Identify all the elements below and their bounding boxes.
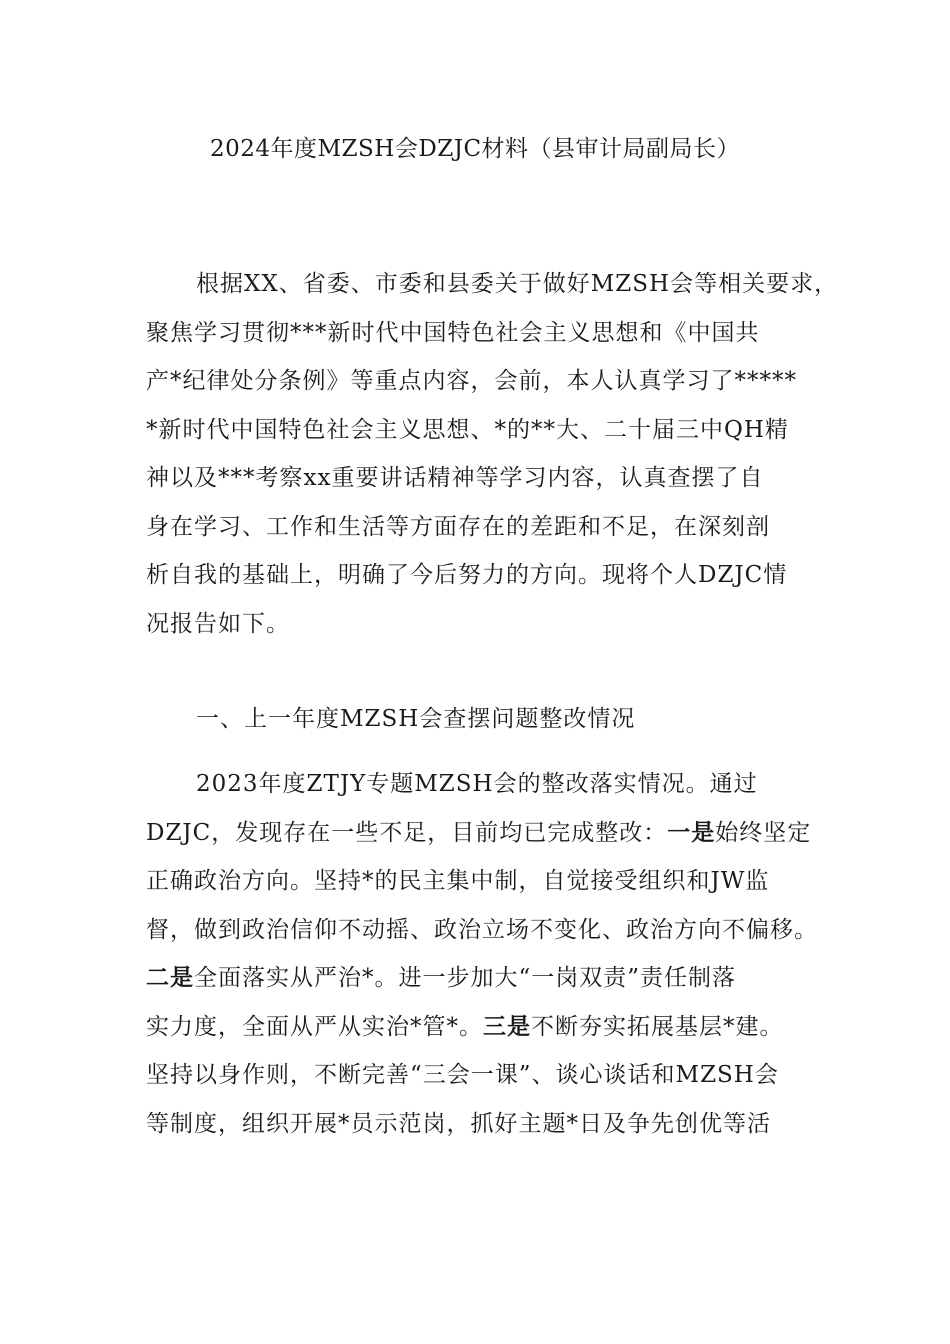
- paragraph-line: 正确政治方向。坚持*的民主集中制，自觉接受组织和JW监: [146, 868, 770, 894]
- paragraph-line: *新时代中国特色社会主义思想、*的**大、二十届三中QH精: [146, 416, 789, 443]
- paragraph-line: 等制度，组织开展*员示范岗，抓好主题*日及争先创优等活: [146, 1110, 771, 1137]
- section-heading: [146, 695, 824, 744]
- paragraph-line: [146, 809, 824, 858]
- document-title: 2024年度MZSH会DZJC材料（县审计局副局长）: [209, 136, 741, 162]
- paragraph-line: 身在学习、工作和生活等方面存在的差距和不足，在深刻剖: [146, 513, 770, 540]
- line-text: 全面落实从严治*。进一步加大“一岗双责”责任制落: [194, 965, 737, 991]
- section-heading-text: 一、上一年度MZSH会查摆问题整改情况: [196, 706, 636, 732]
- paragraph-line: 督，做到政治信仰不动摇、政治立场不变化、政治方向不偏移。: [146, 916, 818, 943]
- paragraph-line: 根据XX、省委、市委和县委关于做好MZSH会等相关要求，: [196, 271, 839, 297]
- intro-paragraph: [146, 260, 839, 648]
- line-text: 不断夯实拓展基层*建。: [531, 1013, 784, 1040]
- emphasis-text: 三是: [483, 1012, 531, 1040]
- paragraph-line: 析自我的基础上，明确了今后努力的方向。现将个人DZJC情: [146, 562, 788, 588]
- paragraph-line: 产*纪律处分条例》等重点内容，会前，本人认真学习了*****: [146, 368, 797, 394]
- line-text: 始终坚定: [715, 819, 812, 846]
- paragraph-line: 坚持以身作则，不断完善“三会一课”、谈心谈话和MZSH会: [146, 1062, 779, 1088]
- section-paragraph: [146, 760, 824, 1148]
- paragraph-line: [146, 954, 824, 1003]
- paragraph-line: [146, 1003, 824, 1052]
- emphasis-text: 二是: [146, 964, 194, 991]
- paragraph-line: 况报告如下。: [146, 610, 290, 637]
- paragraph-line: 神以及***考察xx重要讲话精神等学习内容，认真查摆了自: [146, 465, 764, 491]
- paragraph-line: 聚焦学习贯彻***新时代中国特色社会主义思想和《中国共: [146, 319, 760, 346]
- line-text: DZJC，发现存在一些不足，目前均已完成整改：: [146, 819, 668, 846]
- emphasis-text: 一是: [667, 818, 716, 846]
- paragraph-line: 2023年度ZTJY专题MZSH会的整改落实情况。通过: [196, 771, 758, 797]
- line-text: 实力度，全面从严从实治*管*。: [146, 1013, 483, 1040]
